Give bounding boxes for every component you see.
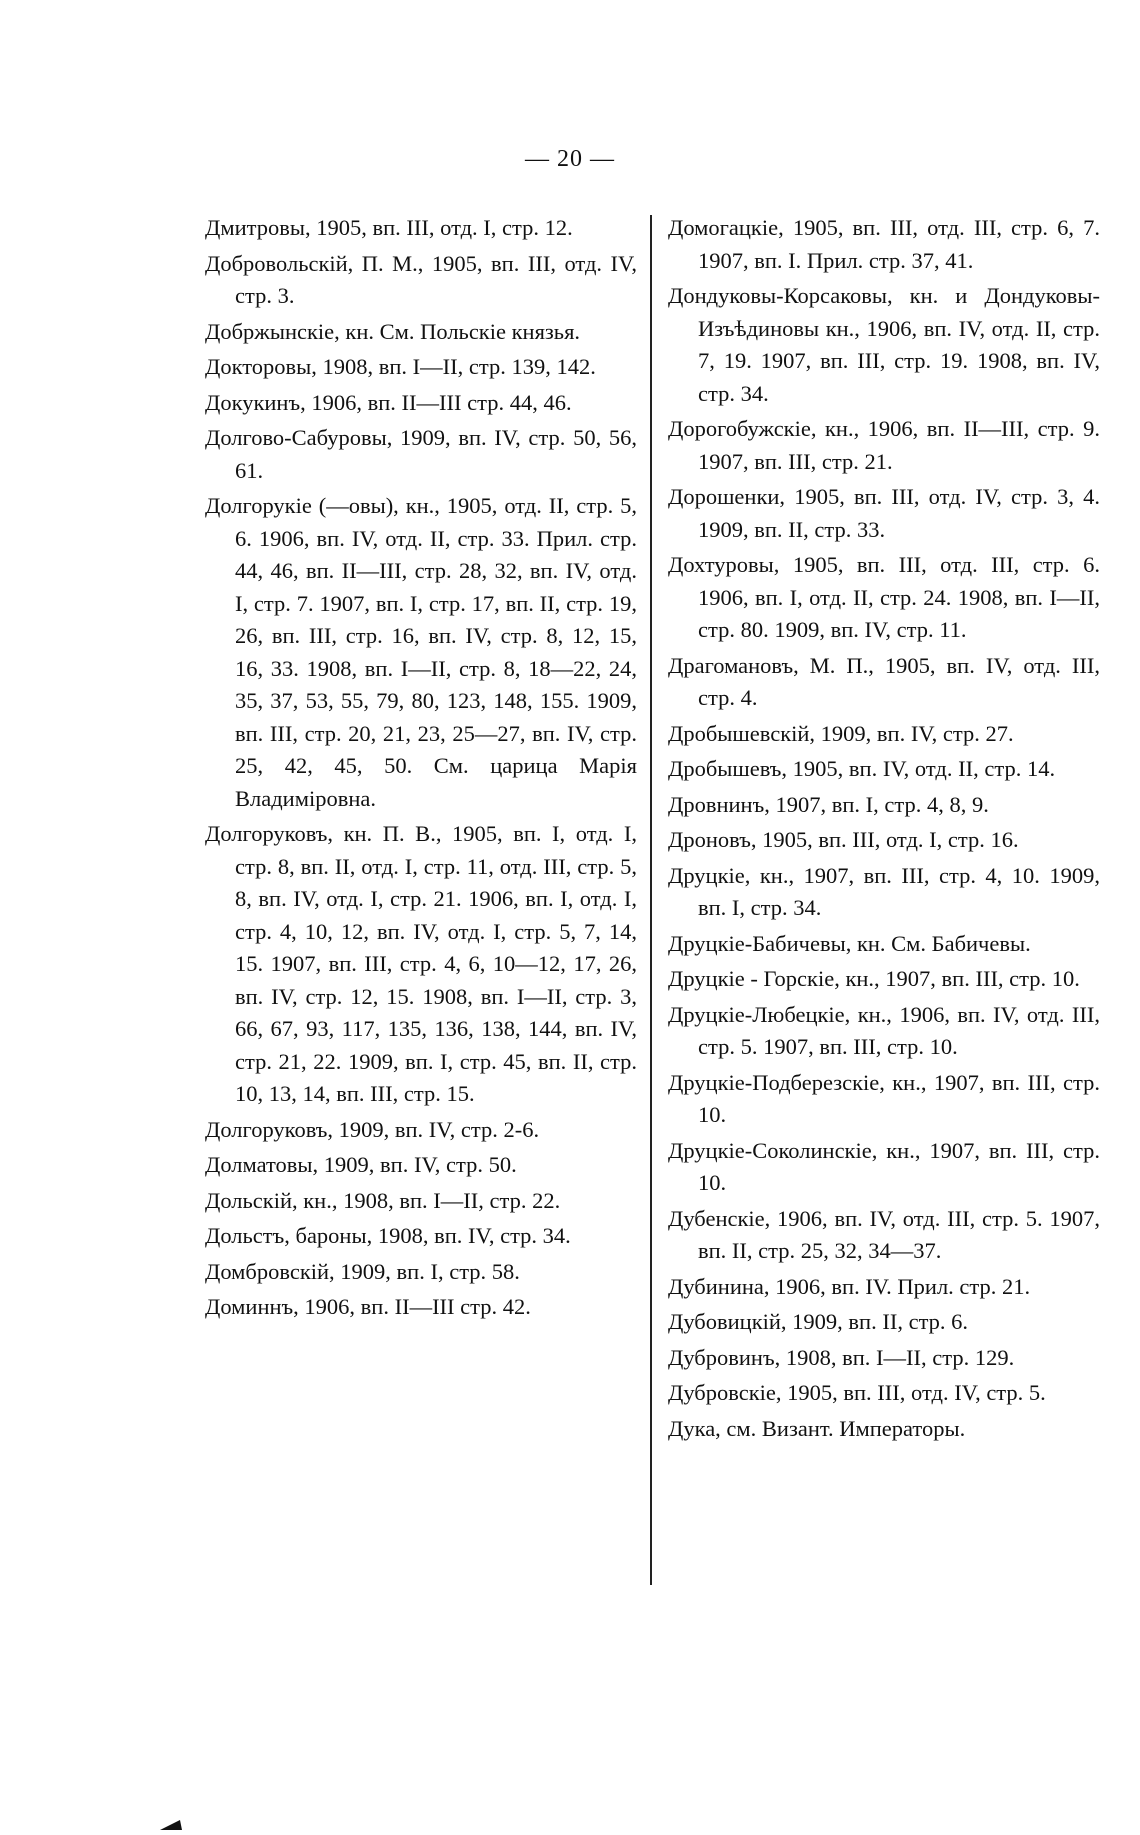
index-entry: Драгомановъ, М. П., 1905, вп. IV, отд. III, стр. 4.	[668, 652, 1100, 710]
index-entry: Друцкіе-Соколинскіе, кн., 1907, вп. III, стр. 10.	[668, 1137, 1100, 1195]
index-entry: Дорошенки, 1905, вп. III, отд. IV, стр. 3, 4. 1909, вп. II, стр. 33.	[668, 484, 1100, 542]
index-entry: Дольскій, кн., 1908, вп. I—II, стр. 22.	[205, 1187, 561, 1213]
index-entry: Дробышевскій, 1909, вп. IV, стр. 27.	[668, 720, 1014, 746]
index-entry: Дука, см. Визант. Императоры.	[668, 1415, 966, 1441]
index-entry: Доминнъ, 1906, вп. II—III стр. 42.	[205, 1294, 531, 1319]
index-entry: Друцкіе-Любецкіе, кн., 1906, вп. IV, отд. III, стр. 5. 1907, вп. III, стр. 10.	[668, 1001, 1100, 1059]
index-entry: Добровольскій, П. М., 1905, вп. III, отд. IV, стр. 3.	[205, 250, 637, 308]
index-entry: Добржынскіе, кн. См. Польскіе князья.	[205, 318, 581, 344]
index-entry: Дондуковы-Корсаковы, кн. и Дондуковы-Изъѣдиновы кн., 1906, вп. IV, отд. II, стр. 7, 19. 1907, вп. III, стр. 19. 1908, вп. IV, стр. 34.	[668, 283, 1100, 406]
page-number: — 20 —	[525, 146, 615, 172]
index-entry: Друцкіе-Бабичевы, кн. См. Бабичевы.	[668, 930, 1031, 956]
index-entry: Докукинъ, 1906, вп. II—III стр. 44, 46.	[205, 389, 572, 415]
index-entry: Дорогобужскіе, кн., 1906, вп. II—III, стр. 9. 1907, вп. III, стр. 21.	[668, 416, 1100, 474]
index-entry: Долгоруковъ, 1909, вп. IV, стр. 2-6.	[205, 1116, 540, 1142]
index-entry: Дохтуровы, 1905, вп. III, отд. III, стр. 6. 1906, вп. I, отд. II, стр. 24. 1908, вп. I—II, стр. 80. 1909, вп. IV, стр. 11.	[668, 552, 1100, 642]
index-entry: Докторовы, 1908, вп. I—II, стр. 139, 142.	[205, 354, 596, 379]
corner-mark	[120, 1818, 190, 1832]
index-entry: Домбровскій, 1909, вп. I, стр. 58.	[205, 1258, 520, 1284]
left-column	[205, 212, 637, 1327]
index-entry: Домогацкіе, 1905, вп. III, отд. III, стр. 6, 7. 1907, вп. I. Прил. стр. 37, 41.	[668, 215, 1100, 273]
right-column	[668, 212, 1100, 1448]
index-entry: Дубовицкій, 1909, вп. II, стр. 6.	[668, 1309, 969, 1334]
index-entry: Дмитровы, 1905, вп. III, отд. I, стр. 12.	[205, 215, 573, 240]
index-entry: Дубровскіе, 1905, вп. III, отд. IV, стр. 5.	[668, 1380, 1046, 1405]
index-entry: Друцкіе, кн., 1907, вп. III, стр. 4, 10. 1909, вп. I, стр. 34.	[668, 862, 1100, 920]
index-entry: Друцкіе-Подберезскіе, кн., 1907, вп. III, стр. 10.	[668, 1069, 1100, 1127]
index-entry: Долматовы, 1909, вп. IV, стр. 50.	[205, 1152, 517, 1177]
index-entry: Дольстъ, бароны, 1908, вп. IV, стр. 34.	[205, 1223, 571, 1248]
index-entry: Дровнинъ, 1907, вп. I, стр. 4, 8, 9.	[668, 791, 989, 817]
index-entry: Друцкіе - Горскіе, кн., 1907, вп. III, стр. 10.	[668, 966, 1080, 991]
index-entry: Дубенскіе, 1906, вп. IV, отд. III, стр. 5. 1907, вп. II, стр. 25, 32, 34—37.	[668, 1205, 1100, 1263]
index-entry: Долгово-Сабуровы, 1909, вп. IV, стр. 50, 56, 61.	[205, 425, 637, 483]
index-entry: Дробышевъ, 1905, вп. IV, отд. II, стр. 14.	[668, 756, 1056, 781]
index-entry: Дубровинъ, 1908, вп. I—II, стр. 129.	[668, 1344, 1015, 1370]
index-entry: Дубинина, 1906, вп. IV. Прил. стр. 21.	[668, 1273, 1031, 1299]
column-divider	[650, 215, 652, 1585]
index-entry: Долгорукіе (—овы), кн., 1905, отд. II, стр. 5, 6. 1906, вп. IV, отд. II, стр. 33. Прил. стр. 44, 46, вп. II—III, стр. 28, 32, вп. IV, отд. I, стр. 7. 1907, вп. I, стр. 17, вп. II, стр. 19, 26, вп. III, стр. 16, вп. IV, стр. 8, 12, 15, 16, 33. 1908, вп. I—II, стр. 8, 18—22, 24, 35, 37, 53, 55, 79, 80, 123, 148, 155. 1909, вп. III, стр. 20, 21, 23, 25—27, вп. IV, стр. 25, 42, 45, 50. См. царица Марія Владиміровна.	[205, 493, 637, 811]
index-entry: Дроновъ, 1905, вп. III, отд. I, стр. 16.	[668, 827, 1019, 852]
index-entry: Долгоруковъ, кн. П. В., 1905, вп. I, отд. I, стр. 8, вп. II, отд. I, стр. 11, отд. III, стр. 5, 8, вп. IV, отд. I, стр. 21. 1906, вп. I, отд. I, стр. 4, 10, 12, вп. IV, отд. I, стр. 5, 7, 14, 15. 1907, вп. III, стр. 4, 6, 10—12, 17, 26, вп. IV, стр. 12, 15. 1908, вп. I—II, стр. 3, 66, 67, 93, 117, 135, 136, 138, 144, вп. IV, стр. 21, 22. 1909, вп. I, стр. 45, вп. II, стр. 10, 13, 14, вп. III, стр. 15.	[205, 821, 637, 1106]
